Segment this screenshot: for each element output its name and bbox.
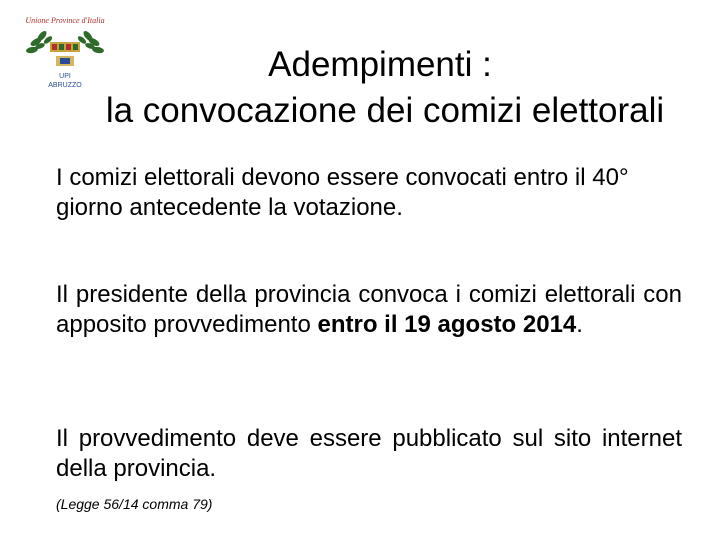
title-line2: la convocazione dei comizi elettorali <box>105 91 665 130</box>
slide-title <box>40 42 720 134</box>
law-reference: (Legge 56/14 comma 79) <box>56 496 213 512</box>
paragraph-convocation-deadline: I comizi elettorali devono essere convocati entro il 40° giorno antecedente la votazione. <box>56 164 629 221</box>
p2-end: . <box>576 311 583 338</box>
paragraph-publication: Il provvedimento deve essere pubblicato sul sito internet della provincia. <box>56 425 682 482</box>
logo-line2: ABRUZZO <box>48 82 82 89</box>
logo-line1: UPI <box>59 73 71 80</box>
p2-text: Il presidente della provincia convoca i comizi elettorali con apposito provvedimento <box>56 281 682 338</box>
svg-text:Unione Province d'Italia: Unione Province d'Italia <box>25 16 105 25</box>
paragraph-president-decree <box>56 280 682 340</box>
p2-date: entro il 19 agosto 2014 <box>317 311 577 338</box>
title-line1: Adempimenti : <box>268 45 492 84</box>
